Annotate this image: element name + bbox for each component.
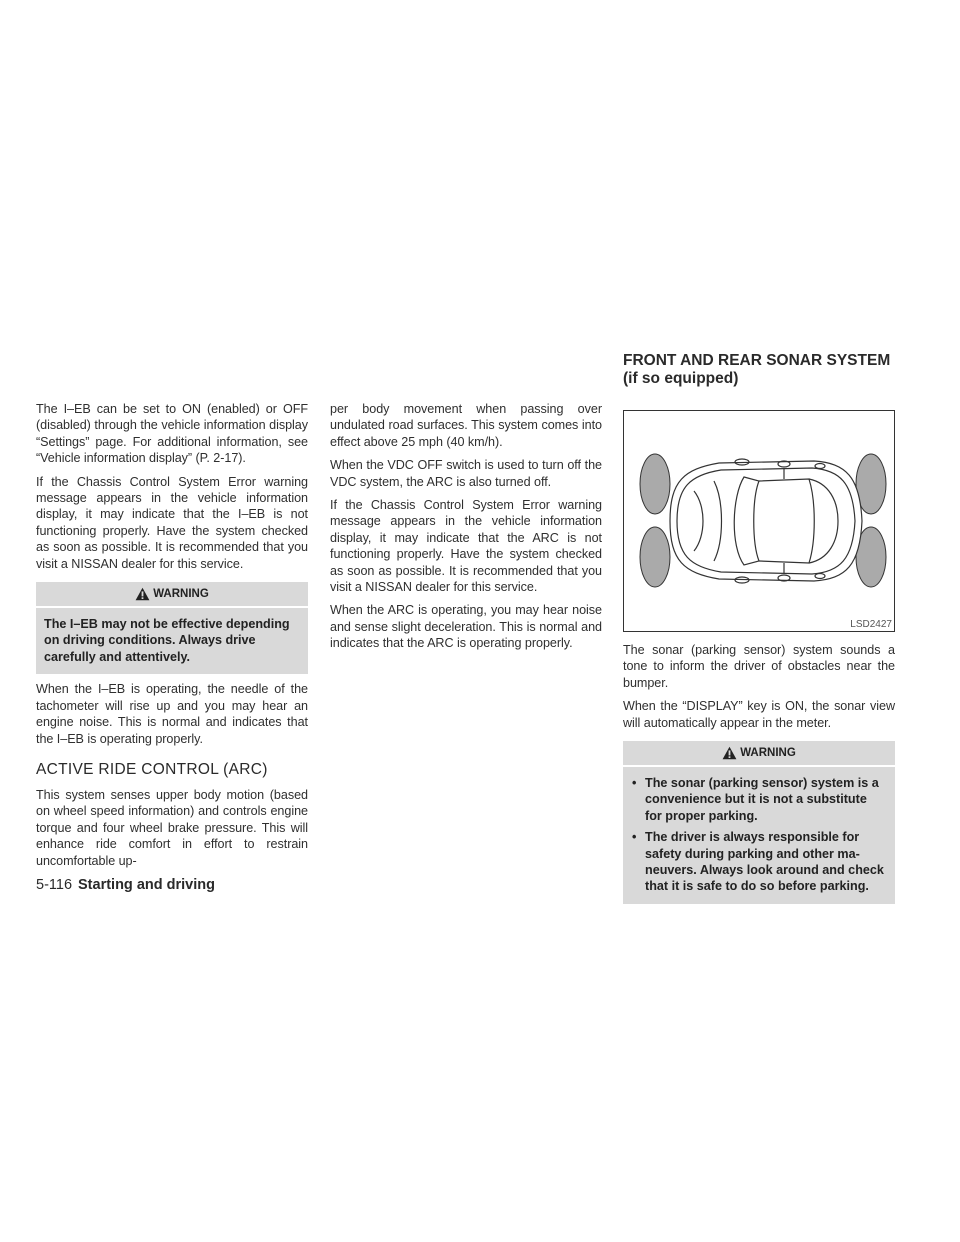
sonar-section-heading: FRONT AND REAR SONAR SYSTEM (if so equipped)	[623, 352, 891, 387]
warning-item	[631, 775, 887, 824]
warning-title: WARNING	[153, 588, 209, 601]
chapter-title: Starting and driving	[78, 877, 215, 893]
sonar-zone-rear-left	[640, 527, 670, 587]
ieb-operating-paragraph: When the I–EB is operating, the needle of the tachometer will rise up and you may hear an engine noise. This is normal and indicates that the I–EB is operating properly.	[36, 682, 308, 746]
warning-title: WARNING	[740, 747, 796, 760]
sonar-diagram-figure	[623, 410, 895, 632]
warning-header	[36, 582, 308, 608]
page-number: 5-116	[36, 877, 73, 893]
sonar-tone-paragraph: The sonar (parking sensor) system sounds a tone to inform the driver of obstacles near the bumper.	[623, 643, 895, 690]
bullet-marker: •	[632, 776, 637, 791]
column-right	[623, 406, 895, 911]
ieb-error-paragraph: If the Chassis Control System Error warning message appears in the vehicle information display, it may indicate that the I–EB is not functioning properly. Have the system checked as soon as possible. It is recommended that you visit a NISSAN dealer for this service.	[36, 474, 308, 571]
ieb-settings-paragraph: The I–EB can be set to ON (enabled) or OFF (disabled) through the vehicle information display “Settings” page. For additional information, see “Vehicle information display” (P. 2-17).	[36, 402, 308, 466]
column-left	[36, 401, 308, 876]
arc-operating-paragraph: When the ARC is operating, you may hear noise and sense slight deceleration. This is normal and indicates that the ARC is operating properly.	[330, 603, 602, 651]
warning-item	[631, 829, 887, 895]
sonar-display-paragraph: When the “DISPLAY” key is ON, the sonar view will automatically appear in the meter.	[623, 699, 895, 730]
bullet-marker: •	[632, 830, 637, 845]
arc-continued-paragraph: per body movement when passing over undulated road surfaces. This system comes into effect above 25 mph (40 km/h).	[330, 402, 602, 449]
warning-text: The I–EB may not be effective depending on driving conditions. Always drive carefully and attentively.	[44, 617, 290, 664]
warning-triangle-icon	[135, 587, 150, 601]
car-sonar-illustration	[624, 411, 894, 631]
arc-description-paragraph: This system senses upper body motion (based on wheel speed information) and controls engine torque and four wheel brake pressure. This will enhance ride comfort in effort to restrain uncomfortable up-	[36, 787, 308, 868]
car-outline	[670, 459, 862, 583]
arc-section-title: ACTIVE RIDE CONTROL (ARC)	[36, 760, 268, 778]
figure-code: LSD2427	[850, 619, 892, 630]
warning-box-ieb	[36, 582, 308, 674]
page-footer	[36, 877, 215, 893]
warning-item-text: The driver is always responsible for safety during parking and other maneuvers. Always look around and check that it is safe to do so before parking.	[645, 830, 884, 894]
warning-item-text: The sonar (parking sensor) system is a convenience but it is not a substitute for proper parking.	[645, 776, 879, 823]
warning-box-sonar	[623, 741, 895, 904]
sonar-zone-front-left	[640, 454, 670, 514]
warning-triangle-icon	[722, 746, 737, 760]
arc-error-paragraph: If the Chassis Control System Error warning message appears in the vehicle information display, it may indicate that the ARC is not functioning properly. Have the system checked as soon as possible. It is recommended that you visit a NISSAN dealer for this service.	[330, 498, 602, 595]
warning-list	[623, 767, 895, 904]
vdc-off-paragraph: When the VDC OFF switch is used to turn off the VDC system, the ARC is also turned off.	[330, 458, 602, 489]
column-middle	[330, 401, 602, 659]
warning-header	[623, 741, 895, 767]
